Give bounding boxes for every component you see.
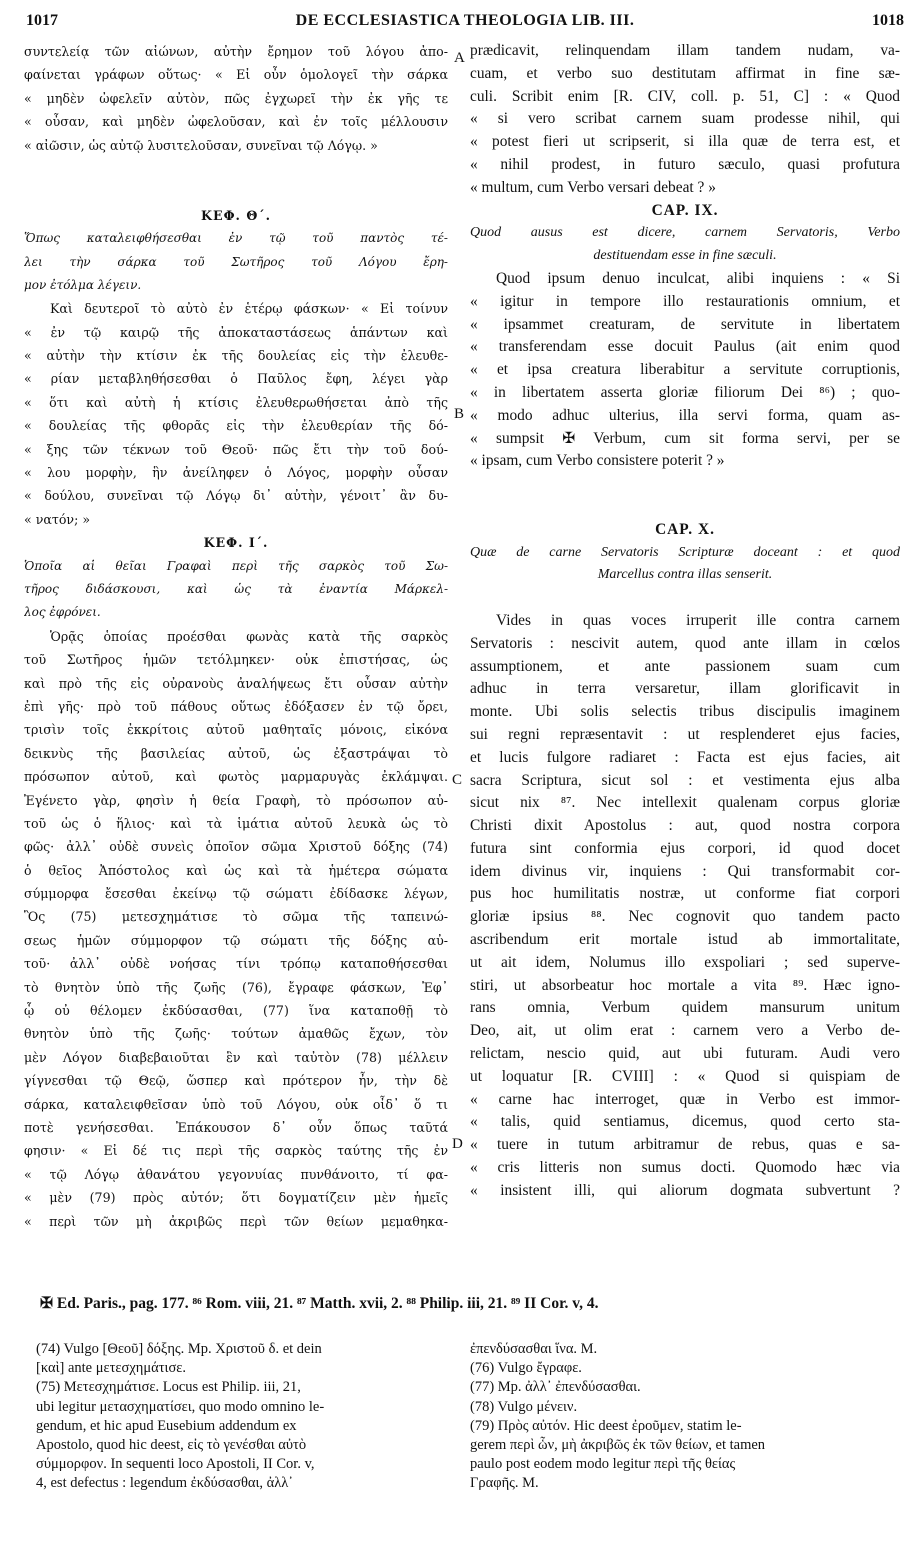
latin-text-line: « modo adhuc ulterius, illa servi forma, quam as- [470, 406, 900, 424]
greek-text-line: φησιν· « Εἰ δέ τις περὶ τῆς σαρκὸς ταύτης τῆς ἐν [24, 1143, 448, 1159]
greek-text-line: Ὁρᾷς ὁποίας προέσθαι φωνὰς κατὰ τῆς σαρκὸς [50, 628, 448, 644]
latin-text-line: cuam, et verbo suo destitutam affirmat in fine sæ- [470, 64, 900, 82]
latin-text-line: Quæ de carne Servatoris Scripturæ doceant : et quod [470, 544, 900, 560]
latin-text-line: Marcellus contra illas senserit. [597, 567, 773, 583]
latin-text-line: idem divinus vir, inquiens : Qui transformabit cor- [470, 862, 900, 880]
greek-text-line: φῶς· ἀλλ᾽ οὐδὲ συνεὶς ὁποῖον σῶμα Χριστοῦ δόξης (74) [24, 839, 448, 855]
greek-text-line: τῆρος διδάσκουσι, καὶ ὡς τὰ ἐναντία Μάρκελ- [24, 581, 448, 596]
latin-text-line: adhuc in terra versaretur, illam glorificavit in [470, 680, 900, 698]
greek-text-line: τὸ θνητὸν ὑπὸ τῆς ζωῆς (76), ἔγραφε φάσκων, Ἐφ᾽ [24, 979, 448, 995]
latin-text-line: ut ait idem, Nolumus illo exspoliari ; sed superve- [470, 953, 900, 971]
greek-text-line: σύμμορφα ἔσεσθαι ἐκείνῳ τῷ σώματι ἐδίδασκε λέγων, [24, 886, 448, 902]
scripture-references: ✠ Ed. Paris., pag. 177. ⁸⁶ Rom. viii, 21. ⁸⁷ Matth. xvii, 2. ⁸⁸ Philip. iii, 21. ⁸⁹ II Cor. v, 4. [40, 1295, 599, 1312]
latin-text-line: Quod ausus est dicere, carnem Servatoris, Verbo [470, 225, 900, 241]
latin-text-line: « carne hac interroget, quæ in Verbo est immor- [470, 1090, 900, 1108]
greek-text-line [24, 157, 448, 180]
editorial-notes-right [470, 1340, 890, 1494]
greek-text-line: ὁ θεῖος Ἀπόστολος καὶ ὡς καὶ τὰ ἡμέτερα σώματα [24, 862, 448, 878]
latin-text-line: Deo, ait, ut olim erat : carnem vero a Verbo de- [470, 1022, 900, 1040]
note-line: gendum, et hic apud Eusebium addendum ex [36, 1417, 297, 1434]
latin-text-line [470, 587, 900, 610]
greek-text-line: « λου μορφὴν, ἣν ἀνείληφεν ὁ Λόγος, μορφὴν οὖσαν [24, 465, 448, 481]
page-number-left: 1017 [26, 12, 58, 29]
greek-text-line [24, 180, 448, 203]
greek-text-line: φαίνεται γράφων οὕτως· « Εἰ οὖν ὁμολογεῖ τὴν σάρκα [24, 67, 448, 83]
latin-text-line: assumptionem, et ante passionem suam cum [470, 657, 900, 675]
greek-text-line: μον ἐτόλμα λέγειν. [24, 277, 142, 292]
margin-letter-b: B [454, 406, 465, 422]
greek-text-line: λος ἐφρόνει. [24, 605, 101, 620]
greek-text-line: δεικνὺς τῆς βασιλείας αὐτοῦ, ὡς ἐξαστράψαι τὸ [24, 745, 448, 761]
latin-text-line: sui regni repræsentavit : ut resplenderet ejus facies, [470, 725, 900, 743]
latin-text-line: « talis, quid sentiamus, dicemus, quod certo sta- [470, 1113, 900, 1131]
greek-text-line: « αἰῶσιν, ὡς αὐτῷ λυσιτελοῦσαν, συνεῖναι τῷ Λόγῳ. » [24, 137, 378, 153]
greek-text-line: Καὶ δευτεροῖ τὸ αὐτὸ ἐν ἑτέρῳ φάσκων· « Εἰ τοίνυν [50, 301, 448, 317]
note-line: (75) Μετεσχημάτισε. Locus est Philip. iii, 21, [36, 1379, 301, 1396]
note-line: Γραφῆς. M. [470, 1475, 539, 1492]
latin-text-line: sacra Scriptura, sicut sol : et vestimenta ejus alba [470, 771, 900, 789]
greek-text-line: Ἐγένετο γὰρ, φησὶν ἡ θεία Γραφὴ, τὸ πρόσωπον αὐ- [24, 792, 448, 808]
greek-text-line: ποτὲ γενήσεσθαι. Ἐπάκουσον δ᾽ οὖν ὅπως ταῦτά [24, 1119, 448, 1135]
latin-text-line: gloriæ ipsius ⁸⁸. Nec cognovit quo tandem pacto [470, 908, 900, 926]
margin-letter-d: D [452, 1136, 463, 1152]
editorial-notes-left [36, 1340, 456, 1494]
greek-text-line: σεως ἡμῶν σύμμορφον τῷ σώματι τῆς δόξης αὐ- [24, 932, 448, 948]
greek-text-line: ΚΕΦ. Θ΄. [201, 207, 271, 223]
greek-text-line: καὶ πρὸ τῆς εἰς οὐρανοὺς ἀναλήψεως ἔτι οὖσαν αὐτὴν [24, 675, 448, 691]
latin-text-line: pus hoc humilitatis nostræ, ut conforme fiat corpori [470, 885, 900, 903]
greek-text-line: συντελείᾳ τῶν αἰώνων, αὐτὴν ἔρημον τοῦ λόγου ἀπο- [24, 44, 448, 59]
latin-text-line: Vides in quas voces irruperit ille contra carnem [496, 611, 900, 629]
greek-text-line: « μὲν (79) πρὸς αὐτόν; ὅτι δογματίζειν μὲν ἡμεῖς [24, 1190, 448, 1206]
note-line: ἐπενδύσασθαι ἵνα. M. [470, 1341, 598, 1357]
note-line: (79) Πρὸς αὐτόν. Hic deest ἐροῦμεν, statim le- [470, 1417, 742, 1434]
greek-text-line: σάρκα, καταλειφθεῖσαν ὑπὸ τοῦ Λόγου, οὐκ οἶδ᾽ ὅ τι [24, 1096, 448, 1112]
greek-text-line: Ὃς (75) μετεσχημάτισε τὸ σῶμα τῆς ταπεινώ- [24, 909, 448, 925]
latin-text-line [470, 496, 900, 519]
greek-text-line: μὲν Λόγον διαβεβαιοῦται ἓν καὶ ταὐτὸν (78) μέλλειν [24, 1049, 448, 1065]
latin-text-line: Christi dixit Apostolus : aut, quod nostra corpora [470, 817, 900, 835]
note-line: (77) Mp. ἀλλ᾽ ἐπενδύσασθαι. [470, 1379, 641, 1396]
latin-text-line: « insistent illi, qui aliorum dogmata subvertunt ? [470, 1181, 900, 1199]
latin-text-line: et lucis fulgore radiaret : Facta est ejus facies, ait [470, 748, 900, 766]
note-line: ubi legitur μετασχηματίσει, quo modo omnino le- [36, 1398, 325, 1415]
latin-text-line: Servatoris : nescivit autem, quod ante illam in cœlos [470, 634, 900, 652]
greek-text-line: Ὁποῖα αἱ θεῖαι Γραφαὶ περὶ τῆς σαρκὸς τοῦ Σω- [24, 558, 448, 573]
greek-text-line: « τῷ Λόγῳ ἀθανάτου γεγονυίας πυνθάνοιτο, τί φα- [24, 1166, 448, 1182]
greek-text-line: θνητὸν ὑπὸ τῆς ζωῆς· τούτων ἀμαθῶς ἔχων, τὸν [24, 1026, 448, 1042]
latin-text-line: rans omnia, Verbum quidem mansurum unitum [470, 999, 900, 1017]
latin-text-line: prædicavit, relinquendam illam tandem nudam, va- [470, 42, 900, 59]
greek-text-line: « ξης τῶν τέκνων τοῦ Θεοῦ· πῶς ἔτι τὴν τοῦ δού- [24, 441, 448, 457]
latin-text-line: futura sint conformia ejus corpori, id quod docet [470, 839, 900, 857]
note-line: (76) Vulgo ἔγραφε. [470, 1360, 582, 1377]
note-line: 4, est defectus : legendum ἐκδύσασθαι, ἀλλ᾽ [36, 1475, 294, 1492]
latin-text-line: « nihil prodest, in futuro sæculo, quasi profutura [470, 155, 900, 173]
greek-text-line: τοῦ Σωτῆρος ἡμῶν τετόλμηκεν· οὐκ ἐπιστήσας, ὡς [24, 652, 448, 668]
greek-text-line: ΚΕΦ. Ι΄. [203, 535, 269, 551]
greek-text-line: « ρίαν μεταβληθήσεσθαι ὁ Παῦλος ἔφη, λέγει γὰρ [24, 371, 448, 387]
greek-text-line: ᾧ οὐ θέλομεν ἐκδύσασθαι, (77) ἵνα καταποθῇ τὸ [24, 1003, 448, 1019]
latin-text-line: stiri, ut absorbeatur hoc mortale a vita ⁸⁹. Hæc igno- [470, 976, 900, 994]
latin-text-line: culi. Scribit enim [R. CIV, coll. p. 51, C] : « Quod [470, 87, 900, 105]
margin-letter-c: C [452, 772, 463, 788]
greek-text-line: τοῦ ὡς ὁ ἥλιος· καὶ τὰ ἱμάτια αὐτοῦ λευκὰ ὡς τὸ [24, 815, 448, 831]
latin-text-column [470, 40, 900, 1203]
latin-text-line: « igitur in tempore illo restaurationis omnium, et [470, 292, 900, 310]
greek-text-line: λει τὴν σάρκα τοῦ Σωτῆρος τοῦ Λόγου ἔρη- [24, 254, 448, 269]
latin-text-line: « ipsam, cum Verbo consistere poterit ? » [470, 452, 725, 470]
greek-text-line: τρισὶν τοῖς ἐκκρίτοις αὐτοῦ μαθηταῖς μόνοις, εἰκόνα [24, 722, 448, 738]
greek-text-line: γίγνεσθαι τῷ Θεῷ, ὥσπερ καὶ πρότερον ἦν, τὴν δὲ [24, 1073, 448, 1089]
greek-text-line: πρόσωπον αὐτοῦ, καὶ φωτὸς μαρμαρυγὰς ἐκλάμψαι. [24, 769, 448, 785]
latin-text-line: CAP. X. [655, 520, 715, 538]
latin-text-line: « tuere in tutum arbitramur de rebus, quas e sa- [470, 1136, 900, 1154]
margin-letter-a: A [454, 50, 465, 66]
greek-text-line: « αὐτὴν τὴν κτίσιν ἐκ τῆς δουλείας εἰς τὴν ἐλευθε- [24, 348, 448, 364]
latin-text-line: CAP. IX. [651, 201, 719, 219]
latin-text-line: « ipsammet creaturam, de servitute in libertatem [470, 315, 900, 333]
latin-text-line: « potest fieri ut scripserit, si illa quæ de terra est, et [470, 133, 900, 151]
latin-text-line: ut loquatur [R. CVIII] : « Quod si quispiam de [470, 1067, 900, 1085]
latin-text-line: sicut nix ⁸⁷. Nec intellexit qualenam corpus gloriæ [470, 794, 900, 812]
latin-text-line: ascribendum erit mortale istud ab immortalitate, [470, 931, 900, 949]
latin-text-line: destituendam esse in fine sæculi. [593, 248, 777, 264]
latin-text-line: « si vero scribat carnem suam prodesse nihil, qui [470, 110, 900, 128]
greek-text-line: ἐπὶ γῆς· πρὸ τοῦ πάθους οὕτως ἐδόξασεν ἐν τῷ ὄρει, [24, 698, 448, 714]
note-line: [καὶ] ante μετεσχημάτισε. [36, 1360, 186, 1377]
greek-text-line: « οὖσαν, καὶ μηδὲν ὠφελοῦσαν, καὶ ἐν τοῖς μέλλουσιν [24, 114, 448, 130]
page-number-right: 1018 [872, 12, 904, 29]
note-line: σύμμορφον. In sequenti loco Apostoli, II Cor. v, [36, 1456, 315, 1473]
greek-text-line: « νατόν; » [24, 511, 91, 527]
latin-text-line: « sumpsit ✠ Verbum, cum sit forma servi, per se [470, 429, 900, 447]
latin-text-line [470, 473, 900, 496]
greek-text-line: « ὅτι καὶ αὐτὴ ἡ κτίσις ἐλευθερωθήσεται ἀπὸ τῆς [24, 394, 448, 410]
note-line: gerem περὶ ὧν, μὴ ἀκριβῶς ἐκ τῶν θείων, et tamen [470, 1436, 766, 1453]
greek-text-line: « ἐν τῷ καιρῷ τῆς ἀποκαταστάσεως ἁπάντων καὶ [24, 324, 448, 340]
latin-text-line: relictam, nescio quid, aut ubi futuram. Audi vero [470, 1045, 900, 1063]
latin-text-line: Quod ipsum denuo inculcat, alibi inquiens : « Si [496, 269, 900, 287]
latin-text-line: « multum, cum Verbo versari debeat ? » [470, 178, 716, 196]
note-line: paulo post eodem modo legitur περὶ τῆς θείας [470, 1456, 736, 1473]
running-title: DE ECCLESIASTICA THEOLOGIA LIB. III. [295, 12, 635, 29]
latin-text-line: « transferendam esse docuit Paulus (ait enim quod [470, 338, 900, 356]
latin-text-line: « et ipsa creatura liberabitur a servitute corruptionis, [470, 361, 900, 379]
page-header [26, 8, 904, 34]
greek-text-column [24, 40, 448, 1233]
latin-text-line: « cris litteris non sumus docti. Quomodo hæc via [470, 1159, 900, 1177]
latin-text-line: monte. Ubi solis selectis tribus discipulis imaginem [470, 703, 900, 721]
greek-text-line: « περὶ τῶν μὴ ἀκριβῶς περὶ τῶν θείων μεμαθηκα- [24, 1213, 448, 1229]
latin-text-line: « in libertatem asserta gloriæ filiorum Dei ⁸⁶) ; quo- [470, 383, 900, 401]
greek-text-line: Ὅπως καταλειφθήσεσθαι ἐν τῷ τοῦ παντὸς τέ- [24, 231, 448, 246]
note-line: (74) Vulgo [Θεοῦ] δόξης. Mp. Χριστοῦ δ. et dein [36, 1341, 322, 1357]
greek-text-line: « μηδὲν ὠφελεῖν αὐτὸν, πῶς ἐγχωρεῖ τὴν ἐκ γῆς τε [24, 90, 448, 106]
greek-text-line: « δουλείας τῆς φθορᾶς εἰς τὴν ἐλευθερίαν τῆς δό- [24, 418, 448, 434]
note-line: (78) Vulgo μένειν. [470, 1398, 578, 1415]
greek-text-line: « δούλου, συνεῖναι τῷ Λόγῳ δι᾽ αὐτὴν, γένοιτ᾽ ἂν δυ- [24, 488, 448, 504]
greek-text-line: τοῦ· ἀλλ᾽ οὐδὲ νοήσας τίνι τρόπῳ καταποθήσεσθαι [24, 956, 448, 972]
note-line: Apostolo, quod hic deest, εἰς τὸ γενέσθαι αὐτὸ [36, 1436, 307, 1453]
